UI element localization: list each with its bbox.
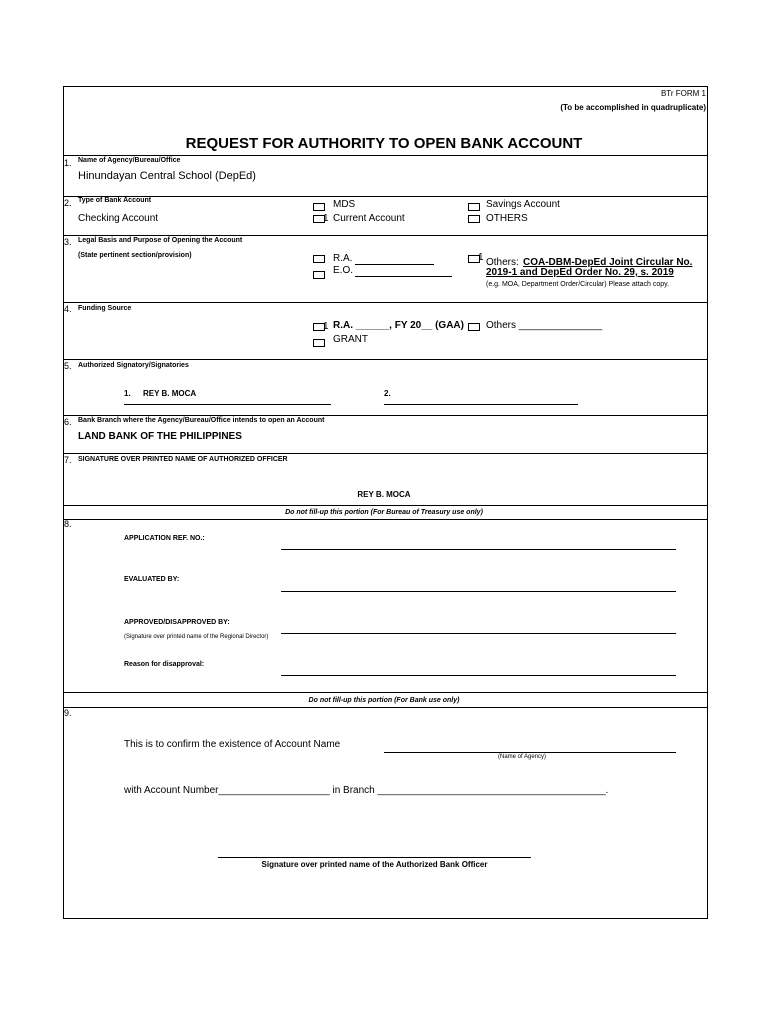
signatory-1-number: 1. — [124, 389, 131, 398]
bank-officer-signature-caption: Signature over printed name of the Authorized Bank Officer — [261, 860, 488, 869]
agency-name-label: Name of Agency/Bureau/Office — [78, 157, 181, 164]
others-label: OTHERS — [486, 213, 528, 224]
section-number: 7. — [64, 455, 72, 465]
evaluated-by-line — [281, 591, 676, 592]
check-mark: 1 — [323, 213, 329, 224]
divider — [63, 155, 708, 156]
eo-line — [355, 276, 452, 277]
quadruplicate-note: (To be accomplished in quadruplicate) — [560, 103, 706, 112]
signatory-1-name[interactable]: REY B. MOCA — [143, 389, 197, 398]
authorized-officer-name[interactable]: REY B. MOCA — [357, 490, 411, 499]
others-checkbox[interactable] — [468, 215, 480, 223]
section-number: 8. — [64, 519, 72, 529]
mds-checkbox[interactable] — [313, 203, 325, 211]
check-mark: 1 — [478, 252, 484, 263]
application-ref-line — [281, 549, 676, 550]
signatories-label: Authorized Signatory/Signatories — [78, 362, 189, 369]
divider — [63, 453, 708, 454]
application-ref-label: APPLICATION REF. NO.: — [124, 535, 205, 542]
agency-name-value[interactable]: Hinundayan Central School (DepEd) — [78, 170, 256, 182]
form-code: BTr FORM 1 — [660, 89, 706, 98]
grant-label: GRANT — [333, 334, 368, 345]
approved-by-label: APPROVED/DISAPPROVED BY: — [124, 619, 230, 626]
confirm-account-text: This is to confirm the existence of Account Name — [124, 739, 341, 750]
account-type-value[interactable]: Checking Account — [78, 213, 159, 224]
bank-officer-signature-line — [218, 857, 531, 858]
agency-name-line — [384, 752, 676, 753]
ra-fy-label: R.A. ______, FY 20__ (GAA) — [333, 320, 464, 331]
account-number-branch-text: with Account Number____________________ in Branch _________________________________________. — [124, 785, 609, 796]
legal-others-label: Others: — [486, 257, 519, 268]
divider — [63, 196, 708, 197]
divider — [63, 235, 708, 236]
divider — [63, 692, 708, 693]
divider — [63, 359, 708, 360]
disapproval-reason-label: Reason for disapproval: — [124, 661, 205, 668]
section-number: 3. — [64, 237, 72, 247]
legal-basis-label: Legal Basis and Purpose of Opening the Account — [78, 237, 243, 244]
ra-line — [355, 264, 434, 265]
legal-others-value-2: 2019-1 and DepEd Order No. 29, s. 2019 — [486, 267, 674, 278]
bank-use-note: Do not fill-up this portion (For Bank use only) — [308, 697, 460, 704]
section-number: 4. — [64, 304, 72, 314]
ra-checkbox[interactable] — [313, 255, 325, 263]
funding-others-checkbox[interactable] — [468, 323, 480, 331]
eo-label: E.O. — [333, 265, 354, 276]
check-mark: 1 — [323, 321, 329, 332]
funding-source-label: Funding Source — [78, 305, 132, 312]
mds-label: MDS — [333, 199, 356, 210]
account-type-label: Type of Bank Account — [78, 197, 152, 204]
current-account-label: Current Account — [333, 213, 405, 224]
section-number: 1. — [64, 158, 72, 168]
legal-others-value-1: COA-DBM-DepEd Joint Circular No. — [523, 257, 693, 268]
authorized-officer-label: SIGNATURE OVER PRINTED NAME OF AUTHORIZED OFFICER — [78, 456, 288, 463]
btr-use-note: Do not fill-up this portion (For Bureau of Treasury use only) — [285, 509, 483, 516]
divider — [63, 707, 708, 708]
section-number: 5. — [64, 361, 72, 371]
savings-account-checkbox[interactable] — [468, 203, 480, 211]
agency-name-sub: (Name of Agency) — [498, 754, 547, 760]
savings-account-label: Savings Account — [486, 199, 560, 210]
grant-checkbox[interactable] — [313, 339, 325, 347]
bank-branch-label: Bank Branch where the Agency/Bureau/Office intends to open an Account — [78, 417, 325, 424]
legal-basis-sub: (State pertinent section/provision) — [78, 252, 192, 259]
section-number: 2. — [64, 198, 72, 208]
signatory-1-line — [124, 404, 331, 405]
disapproval-reason-line — [281, 675, 676, 676]
divider — [63, 415, 708, 416]
divider — [63, 505, 708, 506]
page-title: REQUEST FOR AUTHORITY TO OPEN BANK ACCOUNT — [185, 135, 583, 152]
signatory-2-number: 2. — [384, 389, 391, 398]
ra-label: R.A. — [333, 253, 353, 264]
funding-others-label: Others _______________ — [486, 320, 603, 331]
divider — [63, 302, 708, 303]
divider — [63, 519, 708, 520]
evaluated-by-label: EVALUATED BY: — [124, 576, 180, 583]
legal-others-note: (e.g. MOA, Department Order/Circular) Please attach copy. — [486, 281, 670, 288]
approved-by-line — [281, 633, 676, 634]
bank-branch-value[interactable]: LAND BANK OF THE PHILIPPINES — [78, 431, 242, 442]
section-number: 6. — [64, 417, 72, 427]
approved-by-sub: (Signature over printed name of the Regional Director) — [124, 634, 269, 640]
signatory-2-line — [384, 404, 578, 405]
section-number: 9. — [64, 708, 72, 718]
eo-checkbox[interactable] — [313, 271, 325, 279]
